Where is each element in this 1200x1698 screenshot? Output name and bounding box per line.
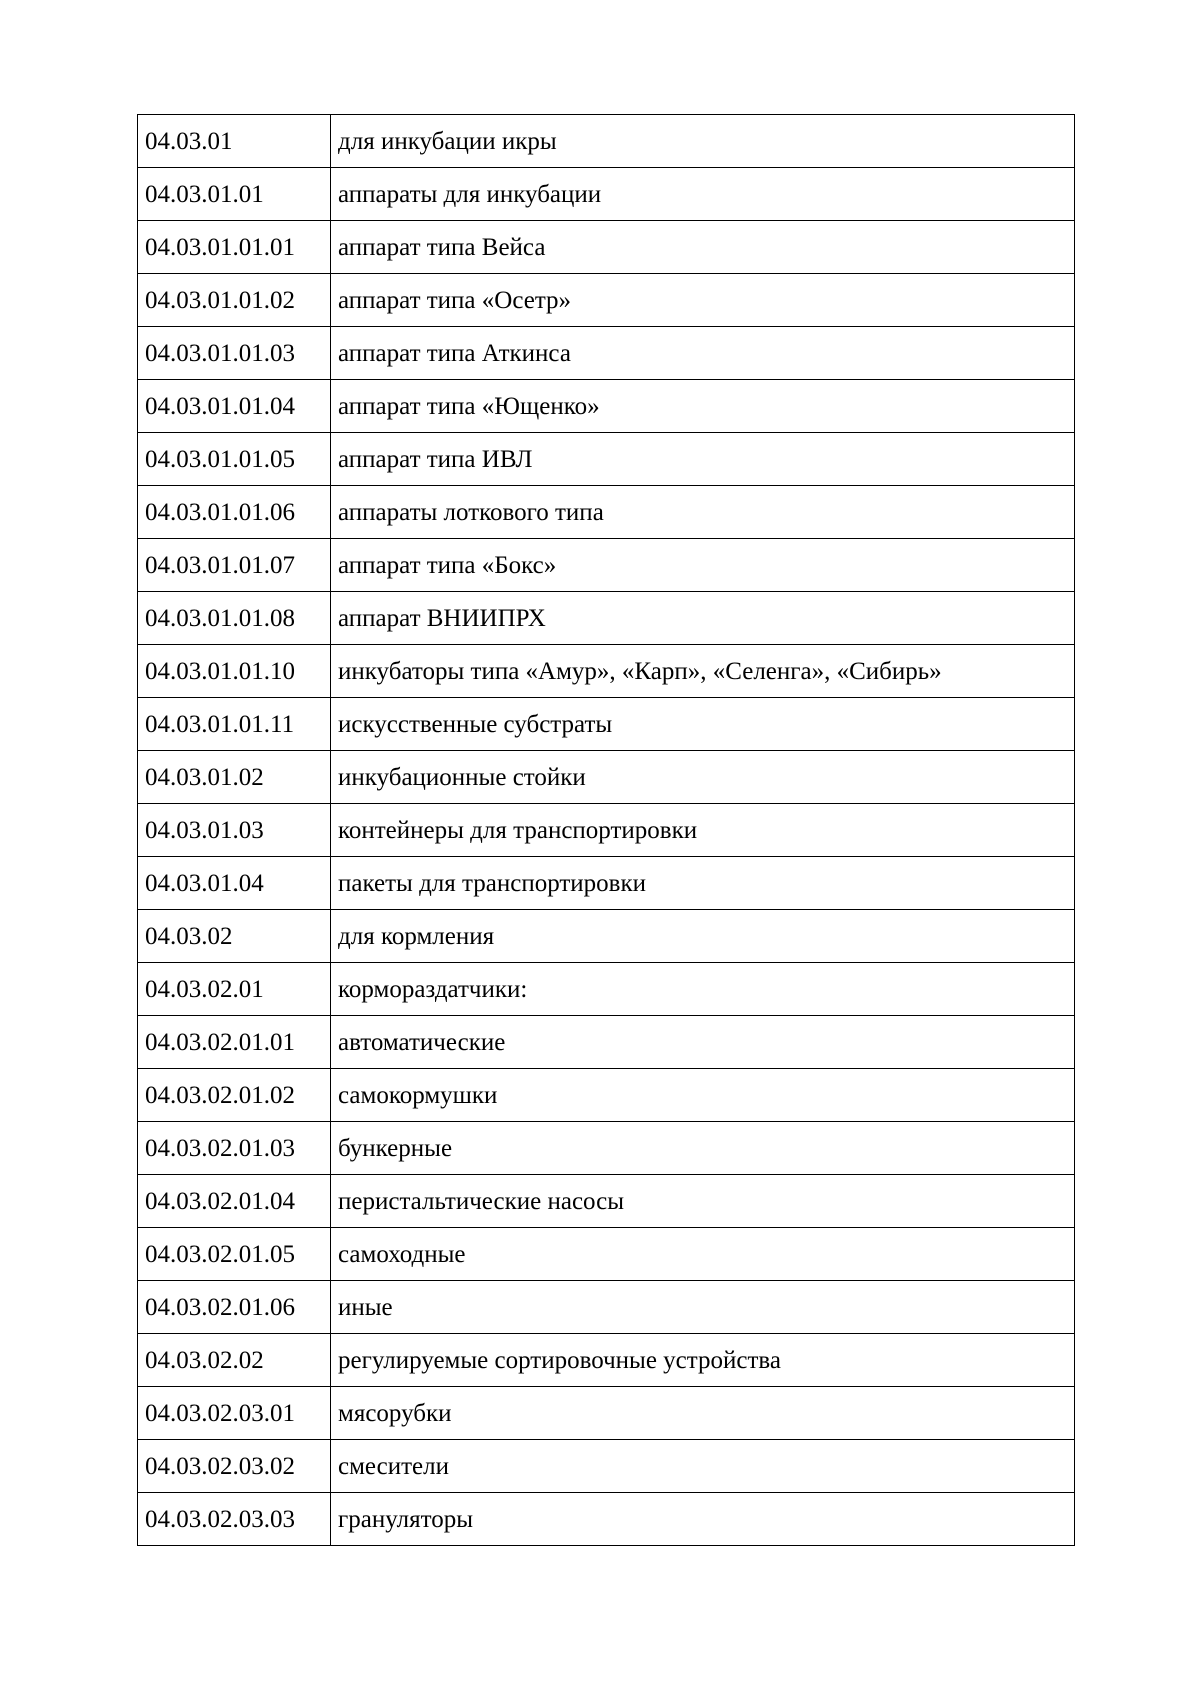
table-body <box>138 115 1075 1546</box>
description-cell: бункерные <box>331 1122 1075 1175</box>
code-cell: 04.03.01.01.11 <box>138 698 331 751</box>
table-row <box>138 1175 1075 1228</box>
table-row <box>138 168 1075 221</box>
table-row <box>138 274 1075 327</box>
code-cell: 04.03.01.01 <box>138 168 331 221</box>
code-cell: 04.03.01.03 <box>138 804 331 857</box>
description-cell: аппарат типа ИВЛ <box>331 433 1075 486</box>
table-row <box>138 645 1075 698</box>
table-row <box>138 857 1075 910</box>
description-cell: регулируемые сортировочные устройства <box>331 1334 1075 1387</box>
classification-table <box>137 114 1075 1546</box>
code-cell: 04.03.01.02 <box>138 751 331 804</box>
table-row <box>138 698 1075 751</box>
table-row <box>138 1387 1075 1440</box>
table-row <box>138 910 1075 963</box>
description-cell: грануляторы <box>331 1493 1075 1546</box>
code-cell: 04.03.01.01.01 <box>138 221 331 274</box>
code-cell: 04.03.01.01.10 <box>138 645 331 698</box>
description-cell: иные <box>331 1281 1075 1334</box>
table-row <box>138 380 1075 433</box>
code-cell: 04.03.02.01.02 <box>138 1069 331 1122</box>
description-cell: кормораздатчики: <box>331 963 1075 1016</box>
code-cell: 04.03.02.01.01 <box>138 1016 331 1069</box>
description-cell: автоматические <box>331 1016 1075 1069</box>
table-row <box>138 1281 1075 1334</box>
description-cell: аппараты лоткового типа <box>331 486 1075 539</box>
table-row <box>138 592 1075 645</box>
description-cell: для кормления <box>331 910 1075 963</box>
code-cell: 04.03.02.01 <box>138 963 331 1016</box>
description-cell: инкубаторы типа «Амур», «Карп», «Селенга», «Сибирь» <box>331 645 1075 698</box>
description-cell: смесители <box>331 1440 1075 1493</box>
description-cell: аппарат типа Вейса <box>331 221 1075 274</box>
description-cell: аппарат типа «Осетр» <box>331 274 1075 327</box>
description-cell: искусственные субстраты <box>331 698 1075 751</box>
code-cell: 04.03.02.01.06 <box>138 1281 331 1334</box>
description-cell: аппарат типа «Ющенко» <box>331 380 1075 433</box>
code-cell: 04.03.01.01.07 <box>138 539 331 592</box>
code-cell: 04.03.01.01.08 <box>138 592 331 645</box>
table-row <box>138 1228 1075 1281</box>
table-row <box>138 1493 1075 1546</box>
description-cell: самоходные <box>331 1228 1075 1281</box>
code-cell: 04.03.01.01.06 <box>138 486 331 539</box>
table-row <box>138 751 1075 804</box>
code-cell: 04.03.01.01.03 <box>138 327 331 380</box>
table-row <box>138 1069 1075 1122</box>
table-row <box>138 804 1075 857</box>
description-cell: для инкубации икры <box>331 115 1075 168</box>
code-cell: 04.03.02 <box>138 910 331 963</box>
description-cell: мясорубки <box>331 1387 1075 1440</box>
description-cell: контейнеры для транспортировки <box>331 804 1075 857</box>
description-cell: аппараты для инкубации <box>331 168 1075 221</box>
code-cell: 04.03.02.02 <box>138 1334 331 1387</box>
code-cell: 04.03.02.01.05 <box>138 1228 331 1281</box>
code-cell: 04.03.02.03.02 <box>138 1440 331 1493</box>
table-row <box>138 1016 1075 1069</box>
code-cell: 04.03.02.03.03 <box>138 1493 331 1546</box>
code-cell: 04.03.02.01.04 <box>138 1175 331 1228</box>
table-row <box>138 115 1075 168</box>
code-cell: 04.03.01.01.02 <box>138 274 331 327</box>
table-row <box>138 963 1075 1016</box>
table-row <box>138 433 1075 486</box>
code-cell: 04.03.01 <box>138 115 331 168</box>
description-cell: перистальтические насосы <box>331 1175 1075 1228</box>
table-row <box>138 539 1075 592</box>
table-row <box>138 486 1075 539</box>
code-cell: 04.03.02.01.03 <box>138 1122 331 1175</box>
table-row <box>138 221 1075 274</box>
table-row <box>138 327 1075 380</box>
code-cell: 04.03.01.01.04 <box>138 380 331 433</box>
code-cell: 04.03.01.01.05 <box>138 433 331 486</box>
description-cell: аппарат типа Аткинса <box>331 327 1075 380</box>
description-cell: пакеты для транспортировки <box>331 857 1075 910</box>
table-row <box>138 1334 1075 1387</box>
description-cell: инкубационные стойки <box>331 751 1075 804</box>
description-cell: аппарат ВНИИПРХ <box>331 592 1075 645</box>
description-cell: аппарат типа «Бокс» <box>331 539 1075 592</box>
description-cell: самокормушки <box>331 1069 1075 1122</box>
table-row <box>138 1122 1075 1175</box>
table-row <box>138 1440 1075 1493</box>
code-cell: 04.03.01.04 <box>138 857 331 910</box>
code-cell: 04.03.02.03.01 <box>138 1387 331 1440</box>
